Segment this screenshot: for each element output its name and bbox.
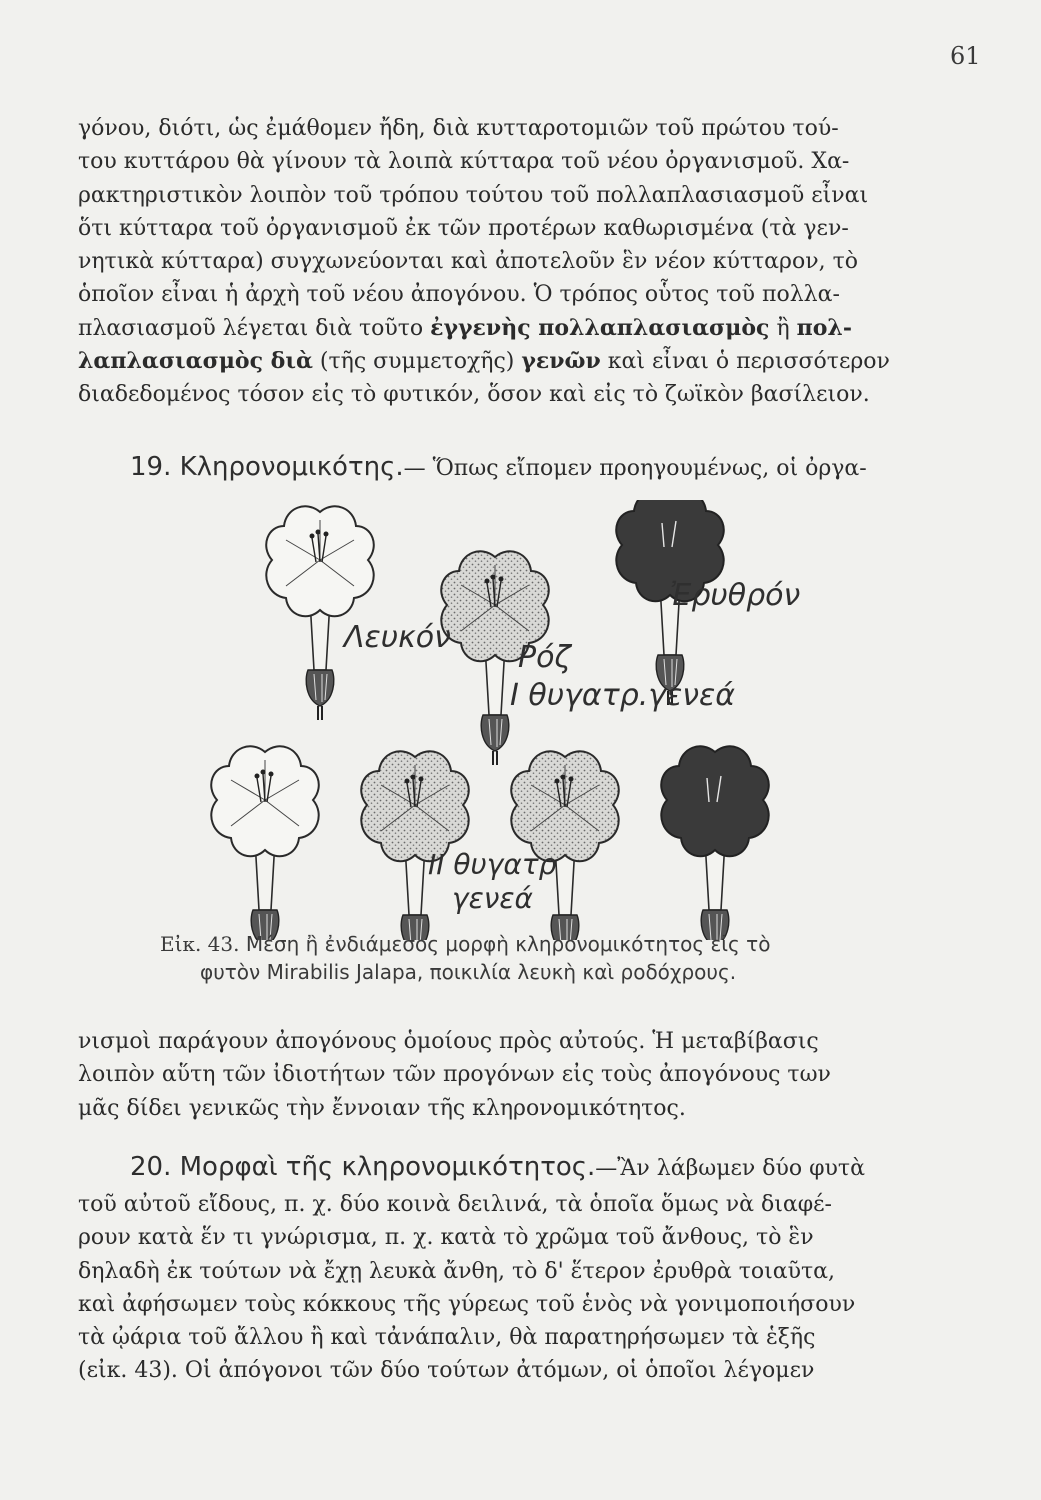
text-line: λοιπὸν αὕτη τῶν ἰδιοτήτων τῶν προγόνων εἰς τοὺς ἀπογόνους των [78, 1062, 831, 1088]
label-pink: Ρόζ [518, 640, 571, 675]
section-20-heading [130, 1150, 865, 1186]
text-line: (εἰκ. 43). Οἱ ἀπόγονοι τῶν δύο τούτων ἀτόμων, οἱ ὁποῖοι λέγομεν [78, 1358, 815, 1384]
text-line: ρακτηριστικὸν λοιπὸν τοῦ τρόπου τούτου τοῦ πολλαπλασιασμοῦ εἶναι [78, 182, 869, 208]
text-line: καὶ ἀφήσωμεν τοὺς κόκκους τῆς γύρεως τοῦ ἑνὸς νὰ γονιμοποιήσουν [78, 1291, 856, 1317]
page-number: 61 [950, 42, 981, 70]
bold-term: γενῶν [521, 348, 601, 375]
text-line: τοῦ αὐτοῦ εἴδους, π. χ. δύο κοινὰ δειλινά, τὰ ὁποῖα ὅμως νὰ διαφέ- [78, 1192, 832, 1217]
section-text: — Ὅπως εἴπομεν προηγουμένως, οἱ ὀργα- [403, 456, 867, 481]
text-line [78, 345, 938, 378]
text-line: τὰ ᾠάρια τοῦ ἄλλου ἢ καὶ τἀνάπαλιν, θὰ παρατηρήσωμεν τὰ ἑξῆς [78, 1325, 816, 1351]
text-run: καὶ εἶναι ὁ περισσότερον [600, 349, 890, 375]
white-flower-f2 [211, 746, 319, 940]
label-generation-1: I θυγατρ.γενεά [510, 678, 735, 713]
caption-label: Εἰκ. 43. [160, 932, 240, 956]
text-line: ὁποῖον εἶναι ἡ ἀρχὴ τοῦ νέου ἀπογόνου. Ὁ τρόπος οὗτος τοῦ πολλα- [78, 282, 840, 308]
section-19-heading [130, 450, 867, 486]
text-line [78, 312, 938, 345]
text-line: του κυττάρου θὰ γίνουν τὰ λοιπὰ κύτταρα τοῦ νέου ὀργανισμοῦ. Χα- [78, 149, 850, 175]
label-red: Ἐρυθρόν [670, 578, 801, 613]
figure-caption [160, 930, 900, 986]
text-line: δηλαδὴ ἐκ τούτων νὰ ἔχῃ λευκὰ ἄνθη, τὸ δ' ἕτερον ἐρυθρὰ τοιαῦτα, [78, 1258, 836, 1284]
caption-text: Μέση ἢ ἐνδιάμεσος μορφὴ κληρονομικότητος εἰς τὸ [245, 932, 771, 956]
section-label: 20. Μορφαὶ τῆς κληρονομικότητος. [130, 1152, 596, 1182]
label-generation-2-line-1: II θυγατρ [428, 848, 557, 881]
text-line: νισμοὶ παράγουν ἀπογόνους ὁμοίους πρὸς αὐτούς. Ἡ μεταβίβασις [78, 1029, 819, 1054]
text-line: γόνου, διότι, ὡς ἐμάθομεν ἤδη, διὰ κυτταροτομιῶν τοῦ πρώτου τού- [78, 116, 839, 141]
text-line: ὅτι κύτταρα τοῦ ὀργανισμοῦ ἐκ τῶν προτέρων καθωρισμένα (τὰ γεν- [78, 215, 849, 241]
text-line: νητικὰ κύτταρα) συγχωνεύονται καὶ ἀποτελοῦν ἓν νέον κύτταρον, τὸ [78, 249, 858, 275]
paragraph-2 [78, 1025, 938, 1125]
label-generation-2-line-2: γενεά [452, 882, 533, 915]
figure-43 [170, 500, 890, 940]
white-flower [266, 506, 374, 720]
text-run: (τῆς συμμετοχῆς) [312, 349, 522, 375]
text-run: ἢ [769, 315, 797, 341]
text-line: διαδεδομένος τόσον εἰς τὸ φυτικόν, ὅσον καὶ εἰς τὸ ζωϊκὸν βασίλειον. [78, 382, 870, 408]
text-run: πλασιασμοῦ λέγεται διὰ τοῦτο [78, 315, 431, 341]
text-line: ρουν κατὰ ἕν τι γνώρισμα, π. χ. κατὰ τὸ χρῶμα τοῦ ἄνθους, τὸ ἓν [78, 1225, 814, 1251]
bold-term: λαπλασιασμὸς διὰ [78, 348, 313, 375]
red-flower-f2 [661, 746, 769, 940]
caption-line [160, 930, 900, 958]
section-text: —Ἂν λάβωμεν δύο φυτὰ [595, 1156, 865, 1181]
text-line: μᾶς δίδει γενικῶς τὴν ἔννοιαν τῆς κληρονομικότητος. [78, 1095, 686, 1121]
section-label: 19. Κληρονομικότης. [130, 452, 404, 482]
paragraph-1 [78, 112, 938, 412]
bold-term: ἐγγενὴς πολλαπλασιασμὸς [430, 314, 770, 341]
label-white: Λευκόν [344, 620, 451, 655]
paragraph-3 [78, 1188, 938, 1388]
bold-term: πολ- [796, 314, 852, 341]
caption-line: φυτὸν Mirabilis Jalapa, ποικιλία λευκὴ καὶ ροδόχρους. [200, 960, 737, 984]
